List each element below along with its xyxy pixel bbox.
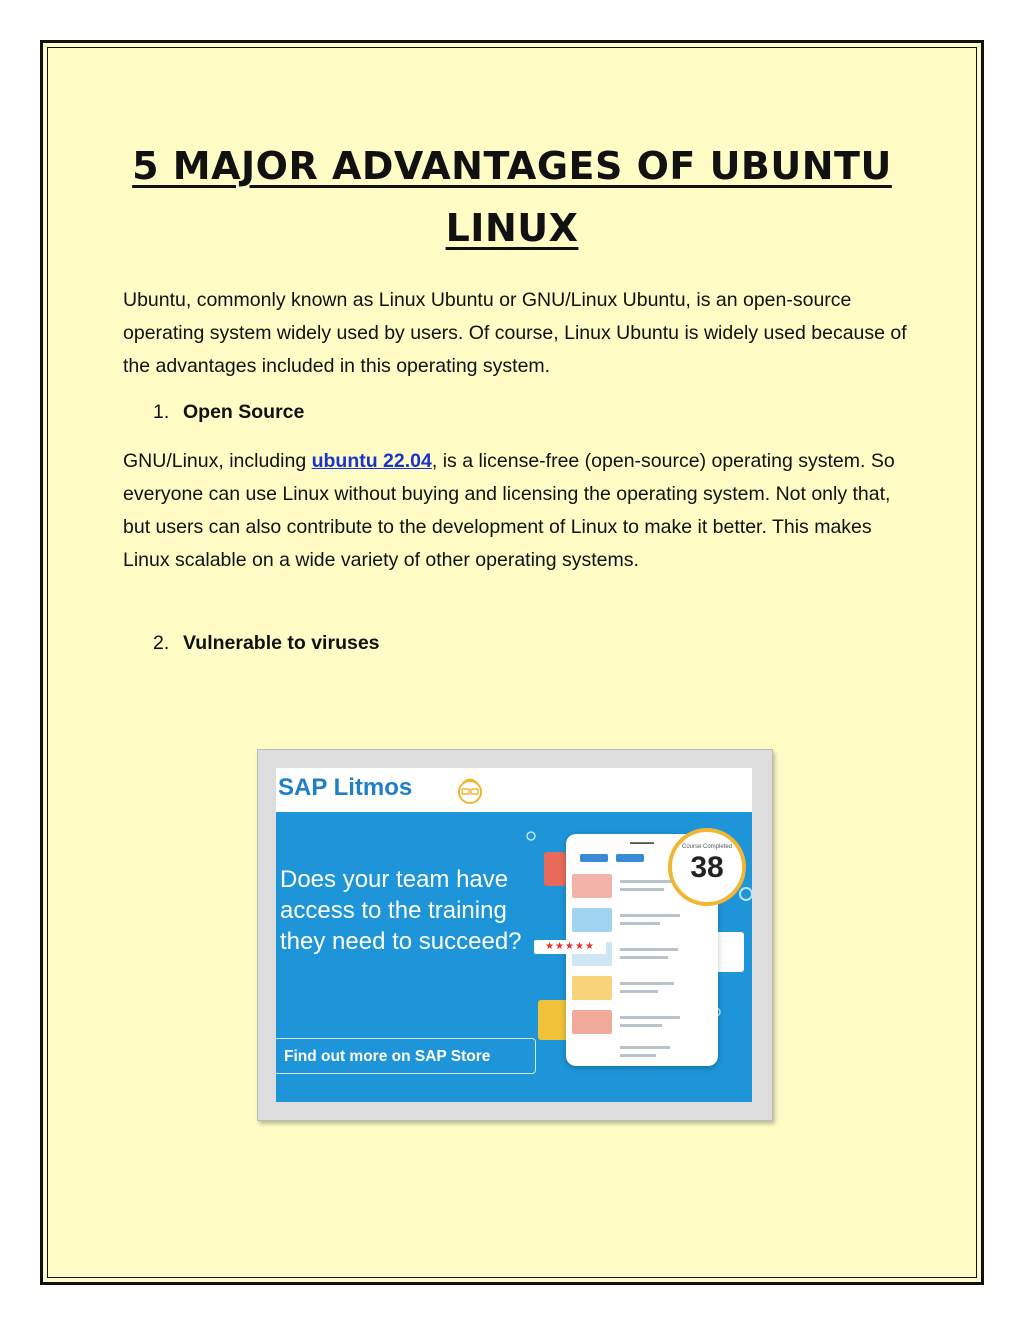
- badge-number: 38: [690, 851, 724, 884]
- course-row: [572, 1010, 712, 1036]
- paragraph-text: , is a license-free (open-source) operating system. So everyone can use Linux without buying and licensing the operating system. Not only that, but users can also contribute to the development of Linux to make it better. This makes Linux scalable on a wide variety of other operating systems.: [123, 450, 895, 571]
- ad-headline: Does your team have access to the training they need to succeed?: [280, 866, 522, 955]
- mascot-icon: [454, 774, 486, 806]
- ad-body: [276, 812, 752, 1102]
- course-line: [620, 914, 680, 917]
- course-line: [620, 948, 678, 951]
- phone-header: ▬▬▬▬: [630, 840, 654, 846]
- course-thumbnail: [572, 976, 612, 1000]
- open-source-paragraph: [123, 445, 913, 577]
- section-heading-open-source: [153, 396, 304, 429]
- course-thumbnail: [572, 1010, 612, 1034]
- course-line: [620, 956, 668, 959]
- course-thumbnail: [572, 874, 612, 898]
- course-completed-badge: [668, 828, 746, 906]
- list-number: 2.: [153, 632, 170, 654]
- document-title: [43, 135, 981, 259]
- course-line: [620, 1054, 656, 1057]
- intro-paragraph: Ubuntu, commonly known as Linux Ubuntu or GNU/Linux Ubuntu, is an open-source operating system widely used by users. Of course, Linux Ubuntu is widely used because of the advantages included in this operating system.: [123, 289, 907, 377]
- brand-logo: SAP Litmos: [278, 774, 413, 801]
- course-thumbnail: [572, 908, 612, 932]
- title-line-1: 5 MAJOR ADVANTAGES OF UBUNTU: [132, 144, 892, 188]
- ad-header: [276, 768, 752, 812]
- section-heading: Open Source: [183, 401, 305, 423]
- title-line-2: LINUX: [445, 206, 579, 250]
- course-line: [620, 982, 674, 985]
- course-line: [620, 1024, 662, 1027]
- course-row: [572, 1040, 712, 1066]
- find-out-more-button[interactable]: Find out more on SAP Store: [276, 1038, 536, 1074]
- side-card: [544, 852, 566, 886]
- badge-caption: Course Completed: [681, 844, 733, 850]
- phone-tab: [580, 854, 608, 862]
- section-heading: Vulnerable to viruses: [183, 632, 380, 654]
- course-line: [620, 990, 658, 993]
- course-line: [620, 1046, 670, 1049]
- advertisement-image[interactable]: [257, 749, 773, 1121]
- phone-tab: [616, 854, 644, 862]
- ubuntu-version-link[interactable]: ubuntu 22.04: [311, 450, 432, 472]
- section-heading-viruses: [153, 627, 380, 660]
- paragraph-text: GNU/Linux, including: [123, 450, 312, 472]
- rating-stars-icon: ★★★★★: [534, 940, 606, 954]
- course-line: [620, 888, 664, 891]
- course-row: [572, 908, 712, 934]
- course-line: [620, 922, 660, 925]
- document-page: [40, 40, 984, 1285]
- course-row: [572, 976, 712, 1002]
- list-number: 1.: [153, 401, 170, 423]
- course-line: [620, 1016, 680, 1019]
